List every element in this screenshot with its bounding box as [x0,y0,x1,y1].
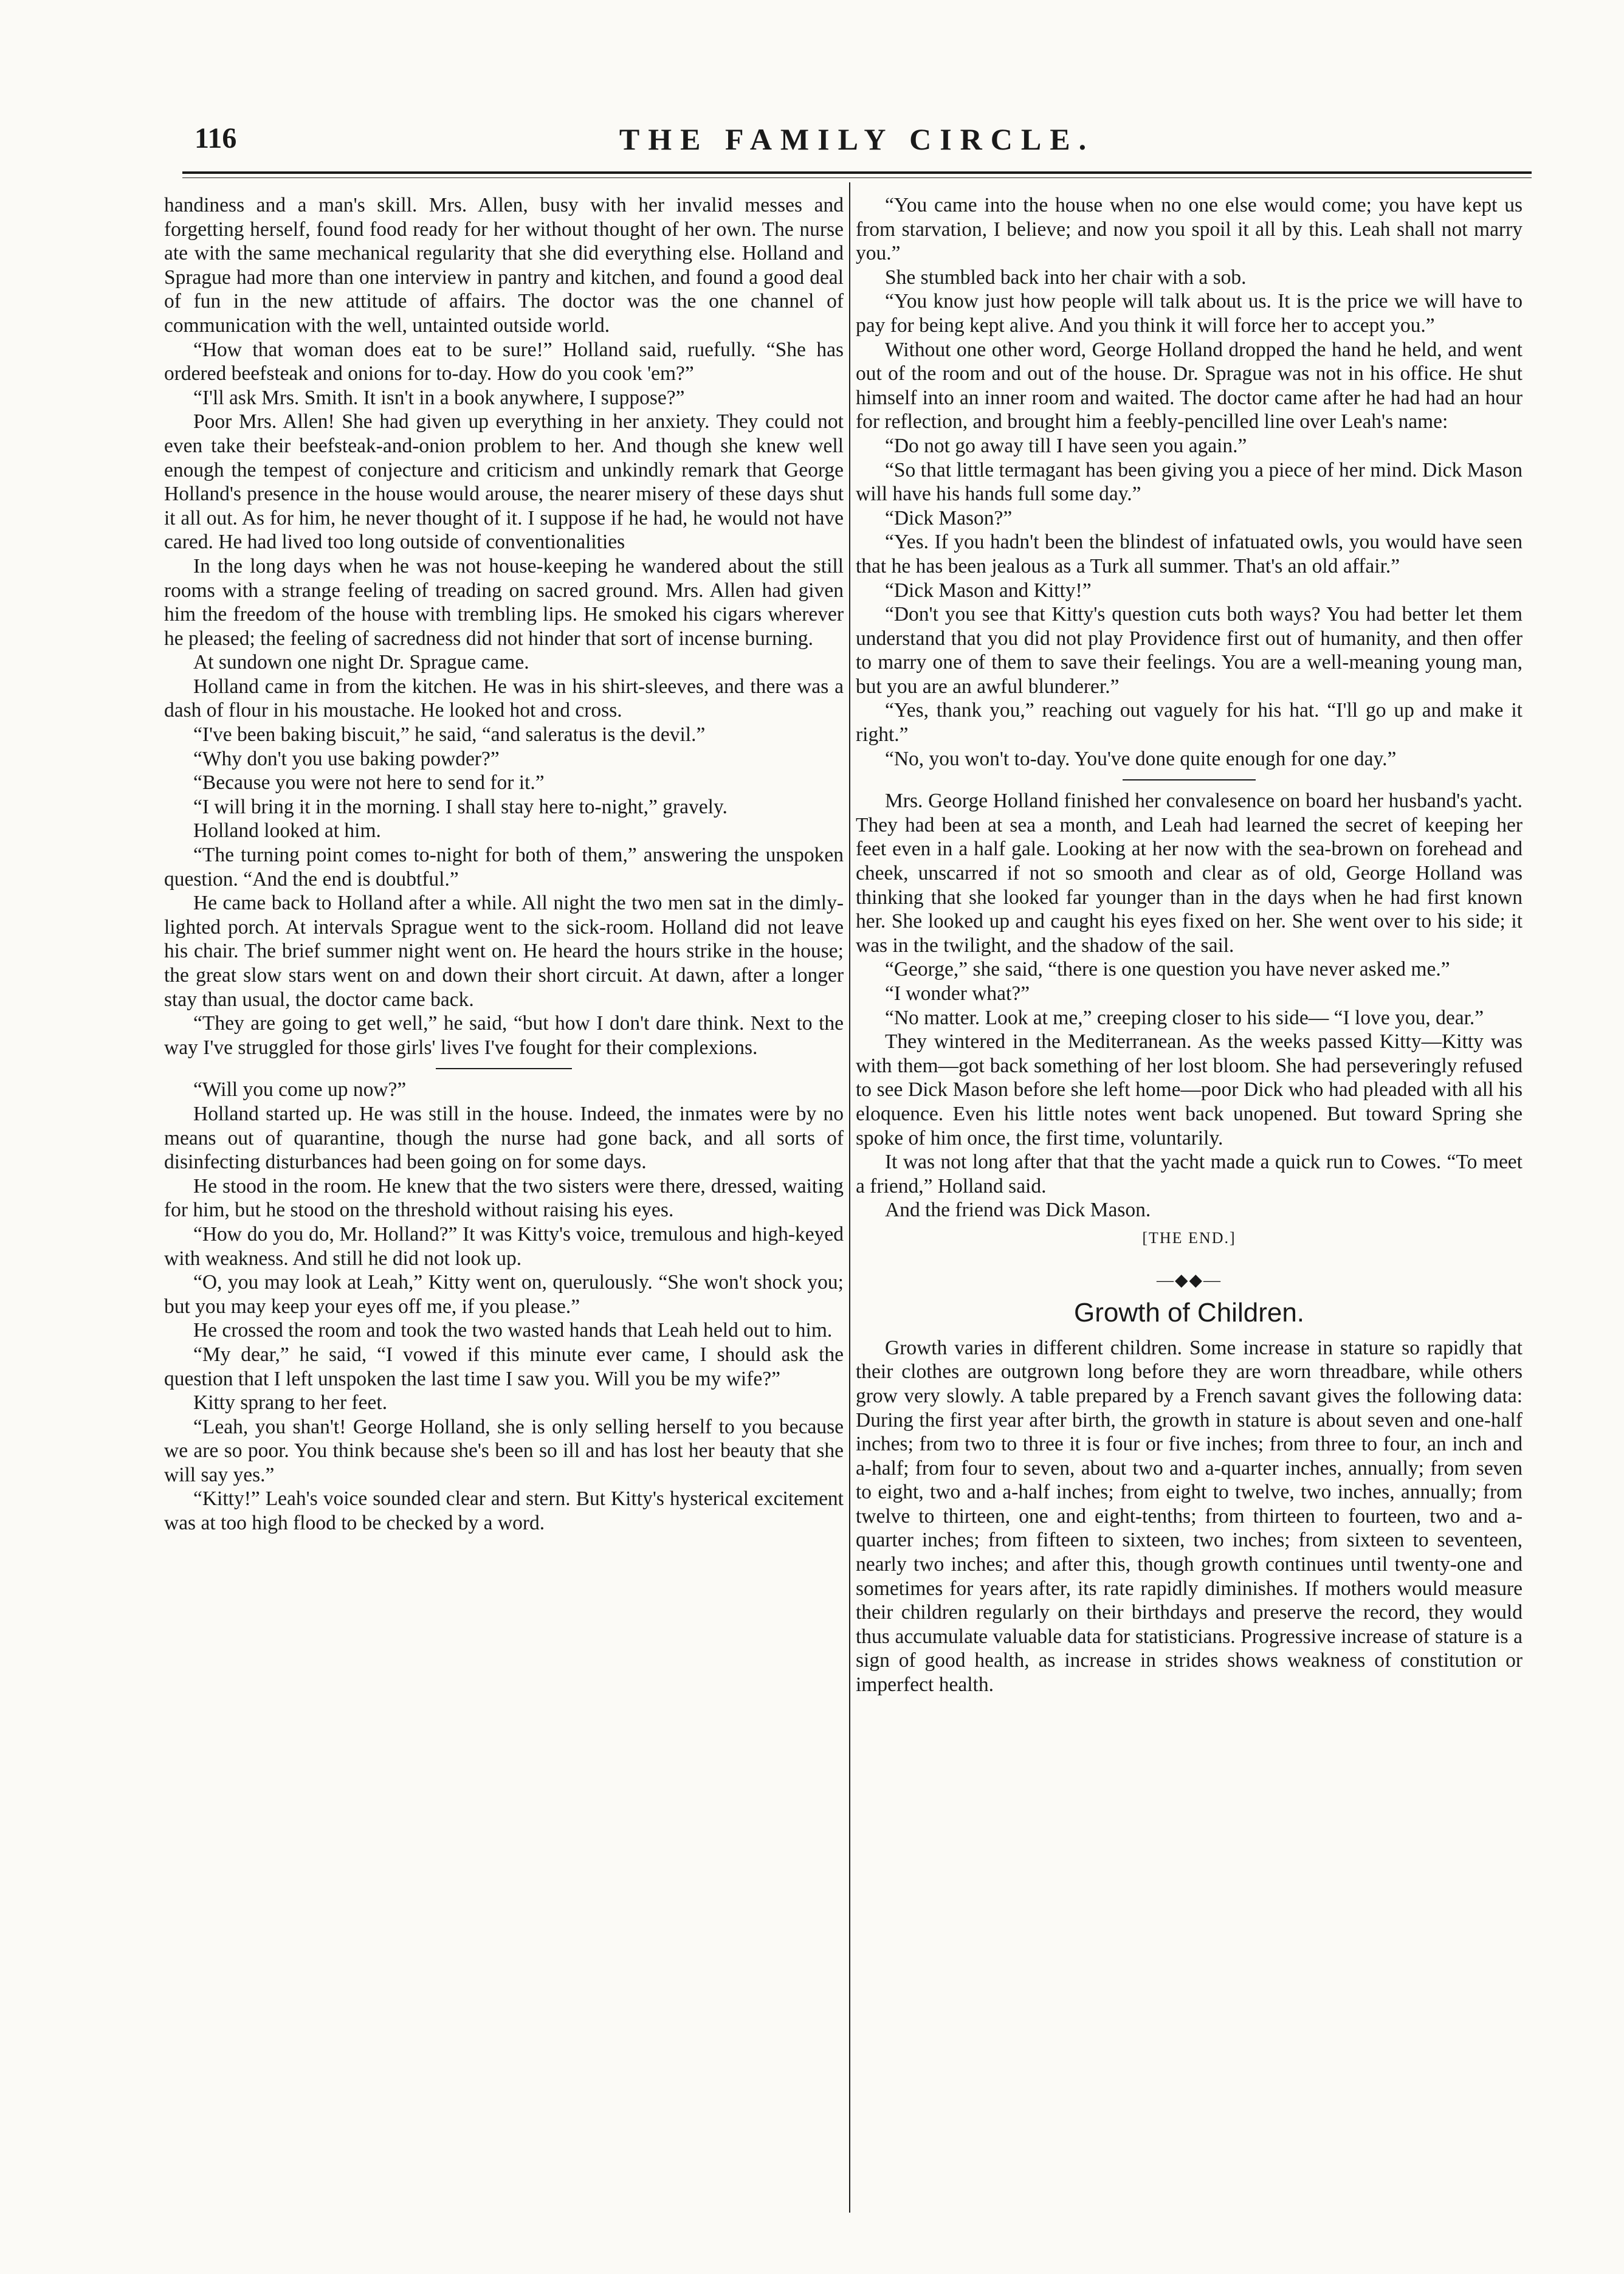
page-number: 116 [194,122,237,154]
paragraph: “Will you come up now?” [193,1078,407,1101]
paragraph: “Don't you see that Kitty's question cuts both ways? You had better let them understand that you did not play Providence first out of humanity, and then offer to marry one of them to save their feelings. You are a well-meaning young man, but you are an awful blunderer.” [856,603,1522,698]
paragraph: handiness and a man's skill. Mrs. Allen, busy with her invalid messes and forgetting herself, found food ready for her without thought of her own. The nurse ate with the same mechanical regularity that she did everything else. Holland and Sprague had more than one interview in pantry and kitchen, and found a good deal of fun in the new attitude of affairs. The doctor was the one channel of communication with the well, untainted outside world. [164,194,844,337]
section-separator [436,1068,572,1069]
paragraph: “Dick Mason and Kitty!” [885,579,1092,602]
paragraph: Poor Mrs. Allen! She had given up everything in her anxiety. They could not even take their beefsteak-and-onion problem to her. And though she knew well enough the tempest of conjecture and criticism and unkindly remark that George Holland's presence in the house would arouse, the nearer misery of these days shut it all out. As for him, he never thought of it. I suppose if he had, he would not have cared. He had lived too long outside of conventionalities [164,410,844,554]
paragraph: “Dick Mason?” [885,506,1013,529]
paragraph: Without one other word, George Holland dropped the hand he held, and went out of the room and out of the house. Dr. Sprague was not in his office. He shut himself into an inner room and waited. The doctor came after he had had an hour for reflection, and brought him a feebly-pencilled line over Leah's name: [856,338,1522,433]
article-title: Growth of Children. [1073,1298,1305,1328]
paragraph: “So that little termagant has been giving you a piece of her mind. Dick Mason will have his hands full some day.” [856,458,1522,506]
paragraph: “Leah, you shan't! George Holland, she is only selling herself to you because we are so poor. You think because she's been so ill and has lost her beauty that she will say yes.” [164,1415,844,1486]
paragraph: “The turning point comes to-night for both of them,” answering the unspoken question. “And the end is doubtful.” [164,844,844,891]
paragraph: Holland came in from the kitchen. He was in his shirt-sleeves, and there was a dash of flour in his moustache. He looked hot and cross. [164,675,844,722]
paragraph: And the friend was Dick Mason. [885,1199,1151,1222]
paragraph: Growth varies in different children. Some increase in stature so rapidly that their clothes are outgrown long before they are worn threadbare, while others grow very slowly. A table prepared by a French savant gives the following data: During the first year after birth, the growth in stature is about seven and one-half inches; from two to three it is four or five inches; from three to four, an inch and a-half; from four to seven, about two and a-quarter inches, annually; from seven to eight, two and a-half inches; from eight to twelve, two inches, annually; from twelve to thirteen, one and eight-tenths; from thirteen to fourteen, two and a-quarter inches; from fifteen to sixteen, two inches; from sixteen to seventeen, nearly two inches; and after this, though growth continues until twenty-one and sometimes for years after, its rate rapidly diminishes. If mothers would measure their children regularly on their birthdays and preserve the record, they would thus accumulate valuable data for statisticians. Progressive increase of stature is a sign of good health, as increase in strides shows weakness of constitution or imperfect health. [856,1336,1522,1697]
paragraph: Kitty sprang to her feet. [193,1391,388,1414]
paragraph: “Because you were not here to send for it.” [193,771,545,794]
paragraph: “How that woman does eat to be sure!” Holland said, ruefully. “She has ordered beefsteak and onions for to-day. How do you cook 'em?” [164,338,844,385]
end-mark: [THE END.] [1142,1228,1236,1247]
paragraph: “O, you may look at Leah,” Kitty went on, querulously. “She won't shock you; but you may keep your eyes off me, if you please.” [164,1271,844,1318]
ornament: —◆◆— [1156,1270,1222,1290]
paragraph: “Do not go away till I have seen you again.” [885,434,1247,457]
paragraph: She stumbled back into her chair with a sob. [885,266,1247,289]
column-divider [849,182,850,2213]
journal-title: THE FAMILY CIRCLE. [619,122,1095,156]
paragraph: It was not long after that that the yacht made a quick run to Cowes. “To meet a friend,” Holland said. [856,1151,1522,1197]
paragraph: Mrs. George Holland finished her convalesence on board her husband's yacht. They had been at sea a month, and Leah had learned the secret of keeping her feet even in a half gale. Looking at her now with the sea-brown on forehead and cheek, unscarred if not so smooth and clear as of old, George Holland was thinking that she looked far younger than in the days when he had first known her. She looked up and caught his eyes fixed on her. She went over to his side; it was in the twilight, and the shadow of the sail. [856,790,1522,957]
paragraph: “I wonder what?” [885,982,1030,1005]
paragraph: “No matter. Look at me,” creeping closer to his side— “I love you, dear.” [885,1006,1484,1029]
paragraph: “They are going to get well,” he said, “but how I don't dare think. Next to the way I've struggled for those girls' lives I've fought for their complexions. [164,1012,844,1059]
paragraph: “Yes. If you hadn't been the blindest of infatuated owls, you would have seen that he has been jealous as a Turk all summer. That's an old affair.” [856,531,1522,577]
paragraph: “My dear,” he said, “I vowed if this minute ever came, I should ask the question that I left unspoken the last time I saw you. Will you be my wife?” [164,1343,844,1390]
paragraph: They wintered in the Mediterranean. As the weeks passed Kitty—Kitty was with them—got back something of her lost bloom. She had perseveringly refused to see Dick Mason before she left home—poor Dick who had pleaded with all his eloquence. Even his little notes went back unopened. But toward Spring she spoke of him once, the first time, voluntarily. [856,1030,1522,1149]
paragraph: In the long days when he was not house-keeping he wandered about the still rooms with a strange feeling of treading on sacred ground. Mrs. Allen had given him the freedom of the house with trembling lips. He smoked his cigars wherever he pleased; the feeling of sacredness did not hinder that sort of incense burning. [164,554,844,650]
paragraph: “George,” she said, “there is one question you have never asked me.” [885,958,1450,981]
header-rule-thin [182,177,1532,178]
paragraph: “I'll ask Mrs. Smith. It isn't in a book anywhere, I suppose?” [193,386,685,409]
paragraph: “Why don't you use baking powder?” [193,747,500,770]
paragraph: Holland looked at him. [193,819,381,842]
paragraph: Holland started up. He was still in the house. Indeed, the inmates were by no means out of quarantine, though the nurse had gone back, and all sorts of disinfecting disturbances had been going on for some days. [164,1102,844,1174]
paragraph: “I will bring it in the morning. I shall stay here to-night,” gravely. [193,795,728,818]
paragraph: “You came into the house when no one else would come; you have kept us from starvation, I believe; and now you spoil it all by this. Leah shall not marry you.” [856,194,1522,265]
paragraph: He stood in the room. He knew that the two sisters were there, dressed, waiting for him, but he stood on the threshold without raising his eyes. [164,1174,844,1222]
right-column [856,193,1522,2217]
header-rule [182,171,1532,174]
paragraph: At sundown one night Dr. Sprague came. [193,651,529,674]
paragraph: “I've been baking biscuit,” he said, “and saleratus is the devil.” [193,723,706,746]
paragraph: “You know just how people will talk about us. It is the price we will have to pay for being kept alive. And you think it will force her to accept you.” [856,290,1522,337]
paragraph: He came back to Holland after a while. All night the two men sat in the dimly-lighted porch. At intervals Sprague went to the sick-room. Holland did not leave his chair. The brief summer night went on. He heard the hours strike in the house; the great slow stars went on and down their short circuit. At dawn, after a longer stay than usual, the doctor came back. [164,892,844,1011]
left-column [164,193,844,2217]
paragraph: He crossed the room and took the two wasted hands that Leah held out to him. [193,1319,833,1342]
section-separator [1123,779,1256,780]
paragraph: “How do you do, Mr. Holland?” It was Kitty's voice, tremulous and high-keyed with weakness. And still he did not look up. [164,1222,844,1270]
paragraph: “No, you won't to-day. You've done quite enough for one day.” [885,747,1397,770]
paragraph: “Kitty!” Leah's voice sounded clear and stern. But Kitty's hysterical excitement was at too high flood to be checked by a word. [164,1487,844,1535]
page-header [182,122,1532,164]
paragraph: “Yes, thank you,” reaching out vaguely for his hat. “I'll go up and make it right.” [856,699,1522,746]
